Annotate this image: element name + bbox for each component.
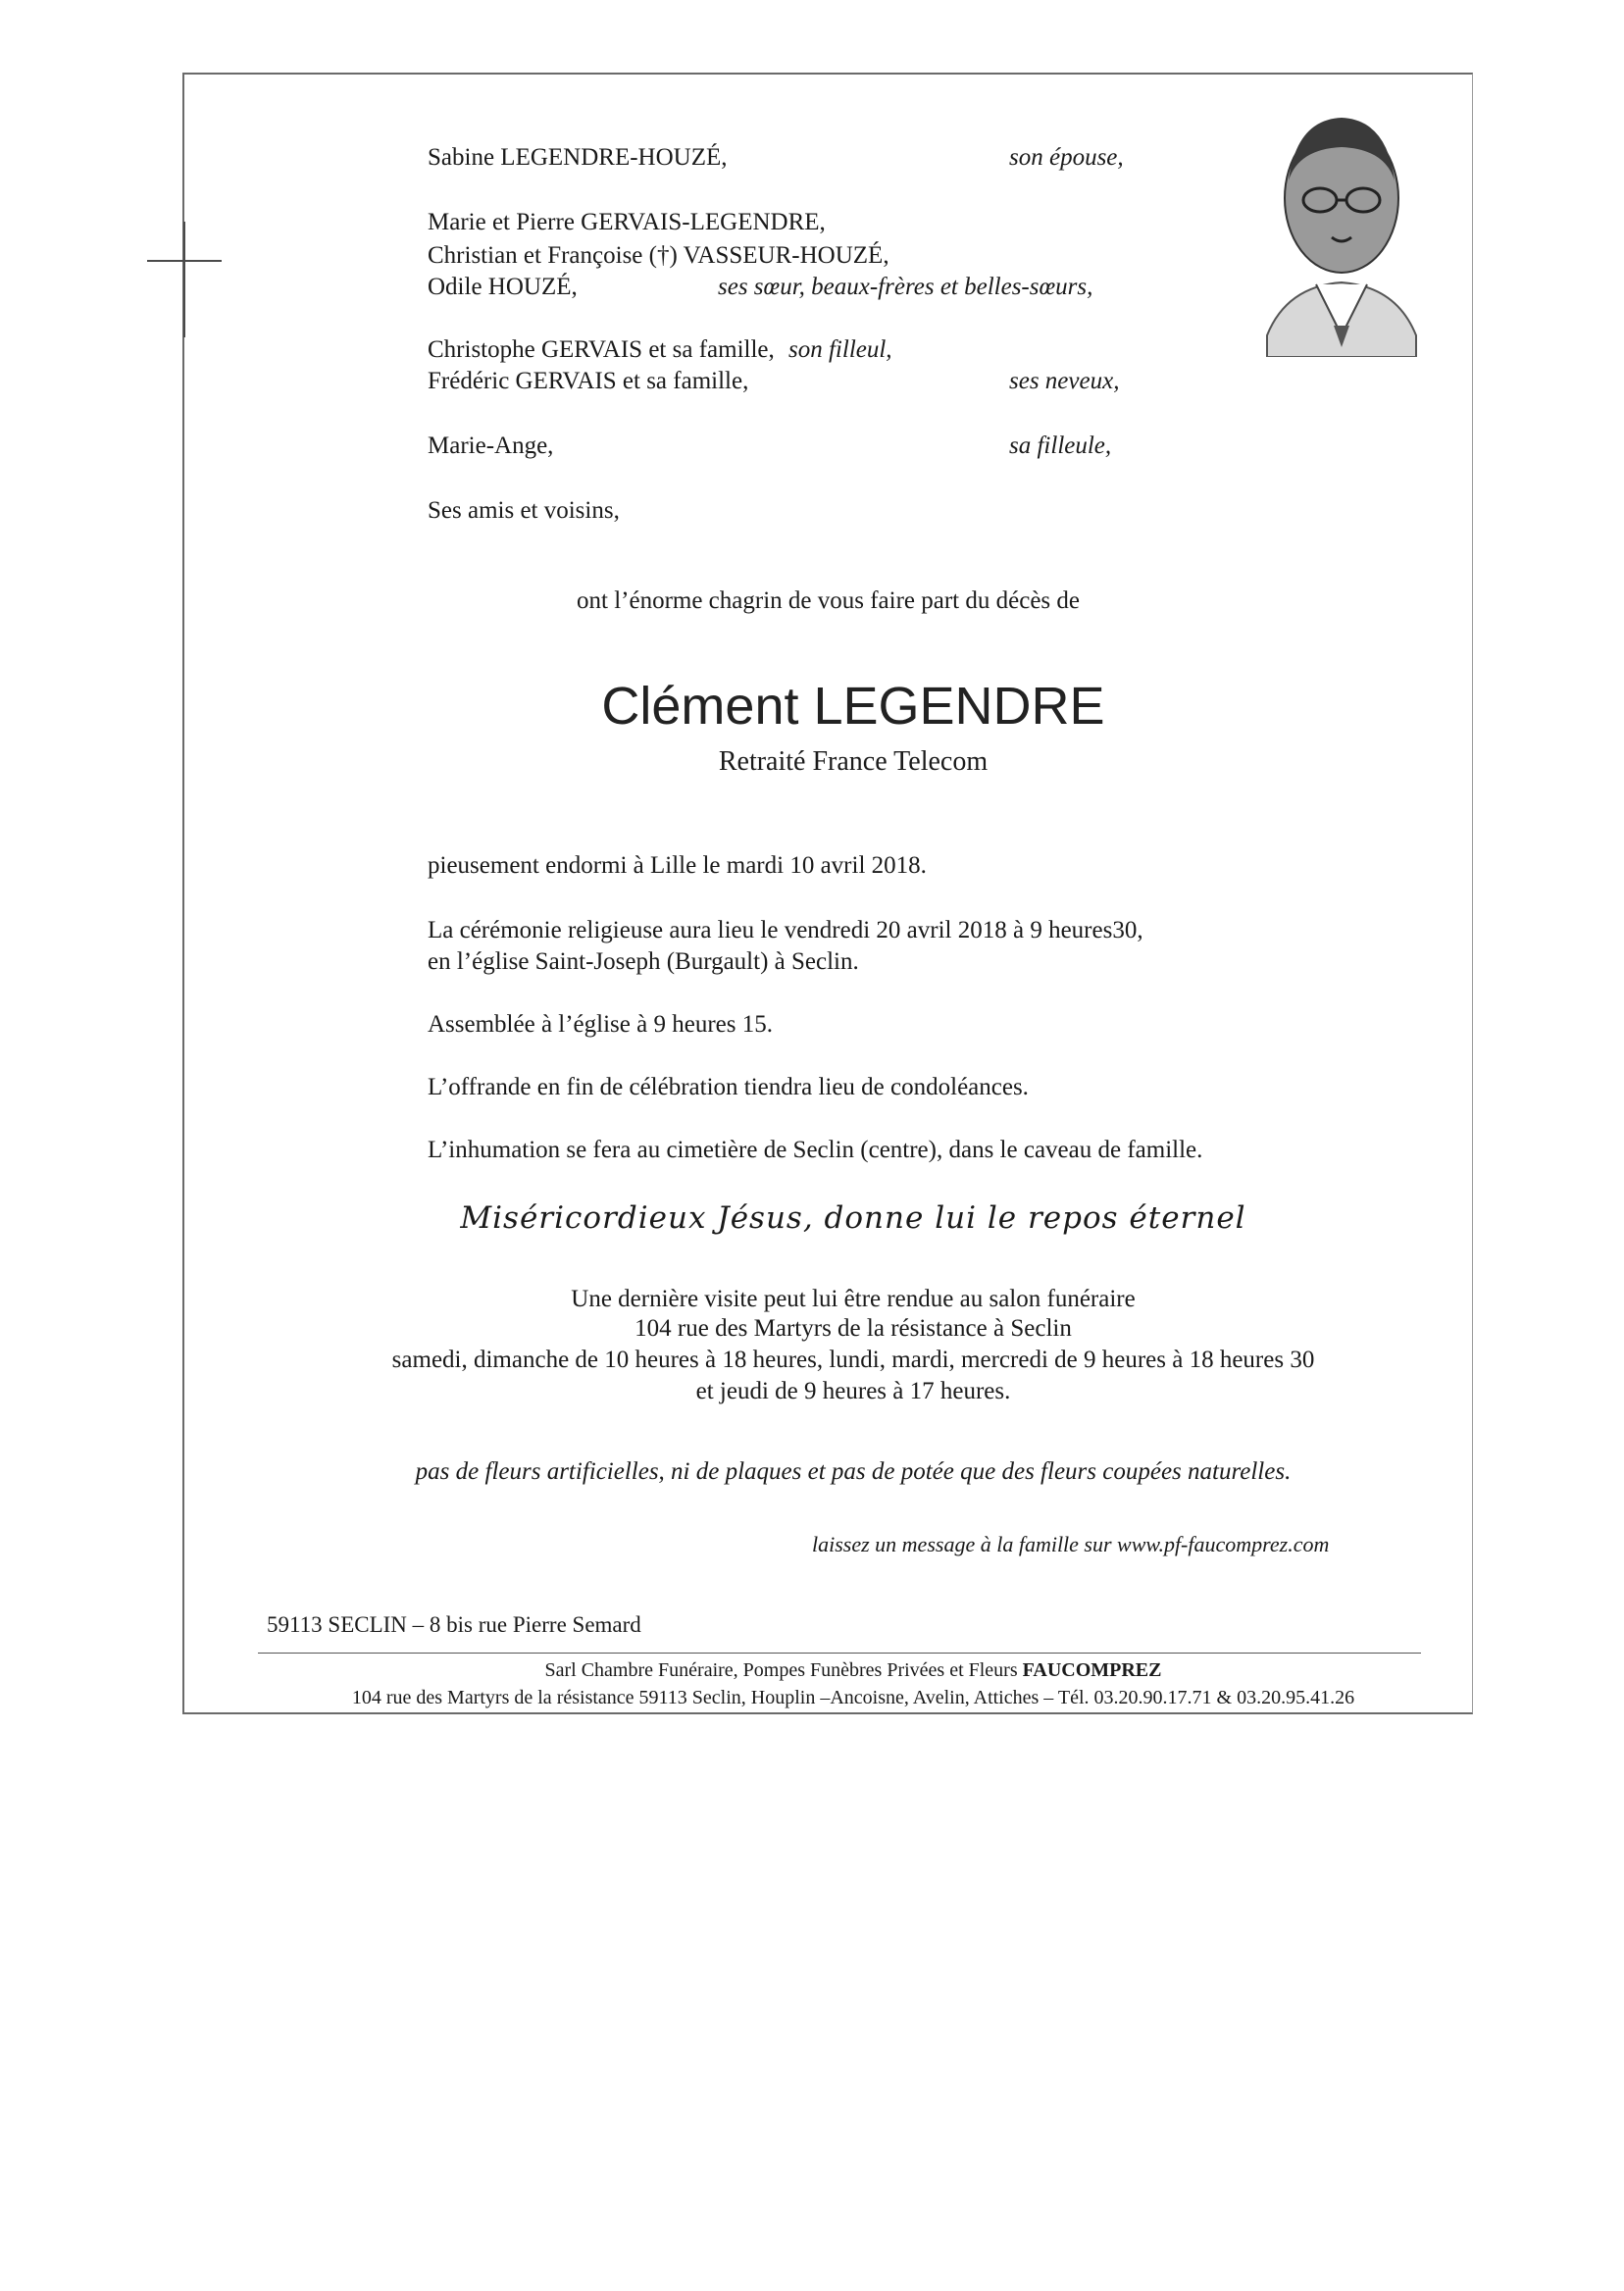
deceased-name: Clément LEGENDRE	[601, 677, 1105, 736]
goddaughter-relation: sa filleule,	[1009, 433, 1112, 459]
visit-line-3: samedi, dimanche de 10 heures à 18 heures, lundi, mardi, mercredi de 9 heures à 18 heures 30	[391, 1347, 1315, 1373]
ceremony-line-1: La cérémonie religieuse aura lieu le vendredi 20 avril 2018 à 9 heures30,	[428, 917, 1143, 943]
message-note: laissez un message à la famille sur www.pf-faucomprez.com	[812, 1532, 1330, 1556]
assembly-line: Assemblée à l’église à 9 heures 15.	[428, 1011, 773, 1038]
siblings-line-3: Odile HOUZÉ,	[428, 274, 578, 300]
godson-relation: son filleul,	[788, 336, 892, 363]
wife-relation: son épouse,	[1009, 144, 1124, 171]
visit-line-2: 104 rue des Martyrs de la résistance à Seclin	[634, 1315, 1072, 1342]
cross-icon-bar	[147, 260, 222, 262]
announcement: ont l’énorme chagrin de vous faire part du décès de	[577, 587, 1080, 614]
godson-name: Christophe GERVAIS et sa famille,	[428, 336, 775, 363]
friends-line: Ses amis et voisins,	[428, 497, 620, 524]
cross-icon	[183, 222, 185, 337]
company-line	[0, 1657, 1624, 1683]
footer-divider	[258, 1653, 1421, 1654]
prayer-line: Miséricordieux Jésus, donne lui le repos éternel	[460, 1200, 1246, 1236]
company-name: FAUCOMPREZ	[1022, 1659, 1162, 1681]
visit-line-1: Une dernière visite peut lui être rendue au salon funéraire	[571, 1286, 1136, 1312]
siblings-relation: ses sœur, beaux-frères et belles-sœurs,	[718, 274, 1093, 300]
flowers-note: pas de fleurs artificielles, ni de plaques et pas de potée que des fleurs coupées naturelles.	[415, 1458, 1292, 1485]
portrait-photo	[1247, 90, 1436, 357]
siblings-line-1: Marie et Pierre GERVAIS-LEGENDRE,	[428, 209, 826, 235]
offering-line: L’offrande en fin de célébration tiendra lieu de condoléances.	[428, 1074, 1029, 1100]
company-prefix: Sarl Chambre Funéraire, Pompes Funèbres Privées et Fleurs	[544, 1659, 1018, 1681]
death-line: pieusement endormi à Lille le mardi 10 avril 2018.	[428, 852, 927, 879]
siblings-line-2: Christian et Françoise (†) VASSEUR-HOUZÉ,	[428, 242, 889, 269]
nephew-name: Frédéric GERVAIS et sa famille,	[428, 368, 749, 394]
company-contact: 104 rue des Martyrs de la résistance 59113 Seclin, Houplin –Ancoisne, Avelin, Attiches – Tél. 03.20.90.17.71 & 03.20.95.41.26	[351, 1687, 1355, 1708]
nephew-relation: ses neveux,	[1009, 368, 1120, 394]
goddaughter-name: Marie-Ange,	[428, 433, 554, 459]
family-address: 59113 SECLIN – 8 bis rue Pierre Semard	[267, 1612, 641, 1637]
wife-name: Sabine LEGENDRE-HOUZÉ,	[428, 144, 728, 171]
deceased-profession: Retraité France Telecom	[718, 746, 989, 777]
burial-line: L’inhumation se fera au cimetière de Seclin (centre), dans le caveau de famille.	[428, 1137, 1203, 1163]
ceremony-line-2: en l’église Saint-Joseph (Burgault) à Seclin.	[428, 948, 859, 975]
visit-line-4: et jeudi de 9 heures à 17 heures.	[695, 1378, 1011, 1404]
